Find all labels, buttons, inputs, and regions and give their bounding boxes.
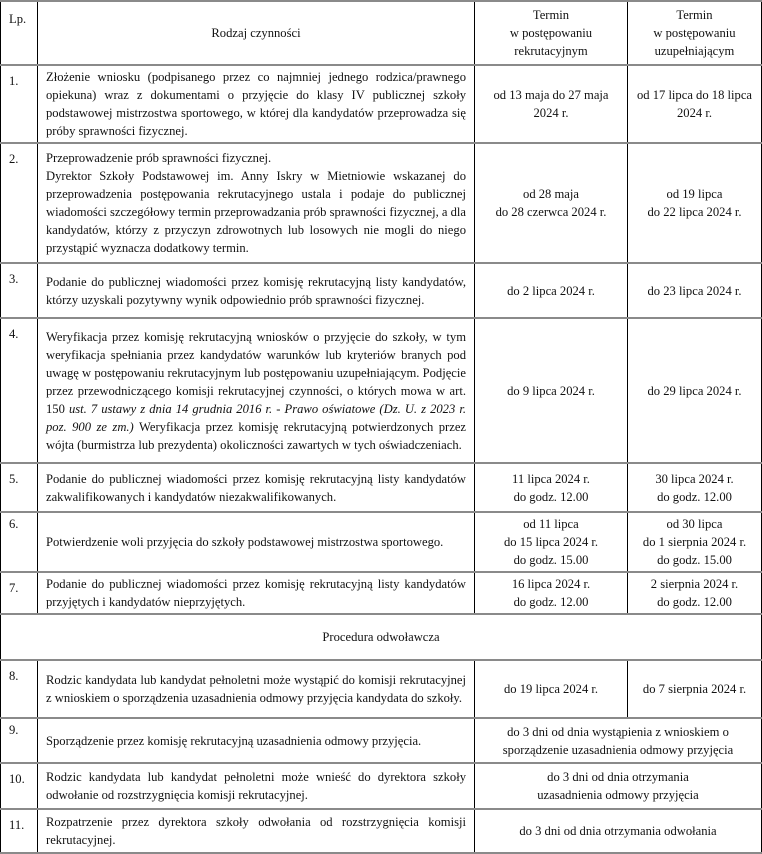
term-line: do 1 sierpnia 2024 r. xyxy=(642,535,747,549)
row-number: 5. xyxy=(1,463,38,512)
term-line: 2 sierpnia 2024 r. xyxy=(650,577,739,591)
table-row xyxy=(1,572,762,614)
term-line: do 15 lipca 2024 r. xyxy=(503,535,599,549)
term-line: 2024 r. xyxy=(533,106,569,120)
table-row xyxy=(1,263,762,318)
row-number: 6. xyxy=(1,512,38,572)
row-number: 8. xyxy=(1,660,38,718)
activity-cell: Podanie do publicznej wiadomości przez komisję rekrutacyjną listy kandydatów przyjętych i kandydatów nieprzyjętych. xyxy=(38,572,475,614)
legal-reference: ust. 7 ustawy z dnia 14 grudnia 2016 r. - Prawo oświatowe (Dz. U. z 2023 r. poz. 900 ze zm.) xyxy=(46,401,466,434)
header-lp: Lp. xyxy=(1,1,38,65)
term-line: 11 lipca 2024 r. xyxy=(512,471,590,486)
activity-cell xyxy=(38,143,475,263)
table-row xyxy=(1,660,762,718)
term-recruitment-cell xyxy=(475,512,628,572)
term-line: uzasadnienia odmowy przyjęcia xyxy=(537,788,699,802)
row-number: 4. xyxy=(1,318,38,463)
activity-title: Przeprowadzenie prób sprawności fizycznej. xyxy=(46,151,272,165)
term-line: 16 lipca 2024 r. xyxy=(511,577,591,591)
term-merged-cell xyxy=(475,718,762,763)
row-number: 9. xyxy=(1,718,38,763)
table-row xyxy=(1,512,762,572)
term-line: od 13 maja do 27 maja xyxy=(493,88,609,102)
row-number: 11. xyxy=(1,809,38,853)
section-header-row xyxy=(1,614,762,660)
header-line: Termin xyxy=(532,8,570,22)
term-recruitment-cell: do 19 lipca 2024 r. xyxy=(475,660,628,718)
term-line: do godz. 12.00 xyxy=(513,595,589,609)
row-number: 2. xyxy=(1,143,38,263)
activity-description: Dyrektor Szkoły Podstawowej im. Anny Iskry w Mietniowie wskazanej do przeprowadzenia postępowania rekrutacyjnego ustala i podaje do publicznej wiadomości szczegółowy termin przeprowadzania prób sprawności fizycznej, a dla kandydatów, którzy z przyczyn zdrowotnych lub losowych nie mogli do niego przystąpić wyznacza dodatkowy termin. xyxy=(46,169,466,255)
activity-cell: Złożenie wniosku (podpisanego przez co najmniej jednego rodzica/prawnego opiekuna) wraz z dokumentami o przyjęcie do klasy IV publicznej szkoły podstawowej mistrzostwa sportowego, w której dla kandydatów przeprowadza się próby sprawności fizycznej. xyxy=(38,65,475,143)
term-line: do godz. 12.00 xyxy=(657,489,732,504)
term-line: 2024 r. xyxy=(677,106,712,120)
section-title: Procedura odwoławcza xyxy=(1,614,762,660)
row-number: 10. xyxy=(1,763,38,809)
row-number: 3. xyxy=(1,263,38,318)
table-row xyxy=(1,763,762,809)
term-line: od 17 lipca do 18 lipca xyxy=(636,88,753,102)
header-line: uzupełniającym xyxy=(654,44,735,58)
term-recruitment-cell xyxy=(475,65,628,143)
activity-cell: Potwierdzenie woli przyjęcia do szkoły podstawowej mistrzostwa sportowego. xyxy=(38,512,475,572)
term-recruitment-cell xyxy=(475,463,628,512)
table-header-row xyxy=(1,1,762,65)
header-term-supplementary xyxy=(628,1,762,65)
term-recruitment-cell xyxy=(475,572,628,614)
term-line: sporządzenie uzasadnienia odmowy przyjęcia xyxy=(502,742,734,757)
term-line: do 28 czerwca 2024 r. xyxy=(495,205,607,219)
table-row xyxy=(1,65,762,143)
term-line: do godz. 12.00 xyxy=(657,595,732,609)
term-line: od 28 maja xyxy=(523,187,579,201)
activity-cell: Rozpatrzenie przez dyrektora szkoły odwołania od rozstrzygnięcia komisji rekrutacyjnej. xyxy=(38,809,475,853)
table-row xyxy=(1,718,762,763)
term-recruitment-cell: do 9 lipca 2024 r. xyxy=(475,318,628,463)
activity-text: Weryfikacja przez komisję rekrutacyjną wniosków o przyjęcie do szkoły, w tym weryfikacja spełniania przez kandydatów warunków lub kryteriów branych pod uwagę w postępowaniu rekrutacyjnym lub postępowaniu uzupełniającym. Podjęcie przez przewodniczącego komisji rekrutacyjnej czynności, o których mowa w art. 150 xyxy=(46,329,466,416)
term-merged-cell: do 3 dni od dnia otrzymania odwołania xyxy=(475,809,762,853)
row-number: 1. xyxy=(1,65,38,143)
term-line: do 22 lipca 2024 r. xyxy=(647,205,742,219)
header-line: w postępowaniu xyxy=(509,26,593,40)
header-line: rekrutacyjnym xyxy=(514,44,588,58)
header-line: w postępowaniu xyxy=(653,26,736,40)
activity-cell: Rodzic kandydata lub kandydat pełnoletni może wystąpić do komisji rekrutacyjnej z wnioskiem o sporządzenia uzasadnienia odmowy przyjęcia kandydata do szkoły. xyxy=(38,660,475,718)
activity-cell: Podanie do publicznej wiadomości przez komisję rekrutacyjną listy kandydatów zakwalifikowanych i kandydatów niezakwalifikowanych. xyxy=(38,463,475,512)
activity-cell xyxy=(38,318,475,463)
header-line: Termin xyxy=(676,8,713,22)
activity-text: Weryfikacja przez komisję rekrutacyjną potwierdzonych przez wójta (burmistrza lub prezydenta) okoliczności zawartych w tych oświadczeniach. xyxy=(46,419,467,452)
table-row xyxy=(1,809,762,853)
table-row xyxy=(1,318,762,463)
term-line: do godz. 15.00 xyxy=(513,553,589,567)
term-line: do godz. 12.00 xyxy=(513,489,589,504)
activity-cell: Rodzic kandydata lub kandydat pełnoletni może wnieść do dyrektora szkoły odwołanie od rozstrzygnięcia komisji rekrutacyjnej. xyxy=(38,763,475,809)
term-supplementary-cell xyxy=(628,463,762,512)
term-line: do godz. 15.00 xyxy=(657,553,732,567)
term-supplementary-cell xyxy=(628,572,762,614)
term-recruitment-cell xyxy=(475,143,628,263)
row-number: 7. xyxy=(1,572,38,614)
term-line: od 19 lipca xyxy=(666,187,723,201)
term-line: od 30 lipca xyxy=(666,517,723,531)
term-recruitment-cell: do 2 lipca 2024 r. xyxy=(475,263,628,318)
term-supplementary-cell: do 7 sierpnia 2024 r. xyxy=(628,660,762,718)
term-supplementary-cell: do 23 lipca 2024 r. xyxy=(628,263,762,318)
term-merged-cell xyxy=(475,763,762,809)
term-line: 30 lipca 2024 r. xyxy=(655,471,734,486)
term-line: do 3 dni od dnia wystąpienia z wnioskiem o xyxy=(507,724,729,739)
activity-cell: Podanie do publicznej wiadomości przez komisję rekrutacyjną listy kandydatów, którzy uzyskali pozytywny wynik odpowiednio prób sprawności fizycznej. xyxy=(38,263,475,318)
term-supplementary-cell xyxy=(628,65,762,143)
header-term-recruitment xyxy=(475,1,628,65)
term-line: od 11 lipca xyxy=(523,517,579,531)
table-row xyxy=(1,143,762,263)
header-activity: Rodzaj czynności xyxy=(38,1,475,65)
term-supplementary-cell xyxy=(628,512,762,572)
term-supplementary-cell xyxy=(628,143,762,263)
term-line: do 3 dni od dnia otrzymania xyxy=(547,770,689,784)
activity-cell: Sporządzenie przez komisję rekrutacyjną uzasadnienia odmowy przyjęcia. xyxy=(38,718,475,763)
term-supplementary-cell: do 29 lipca 2024 r. xyxy=(628,318,762,463)
table-row xyxy=(1,463,762,512)
